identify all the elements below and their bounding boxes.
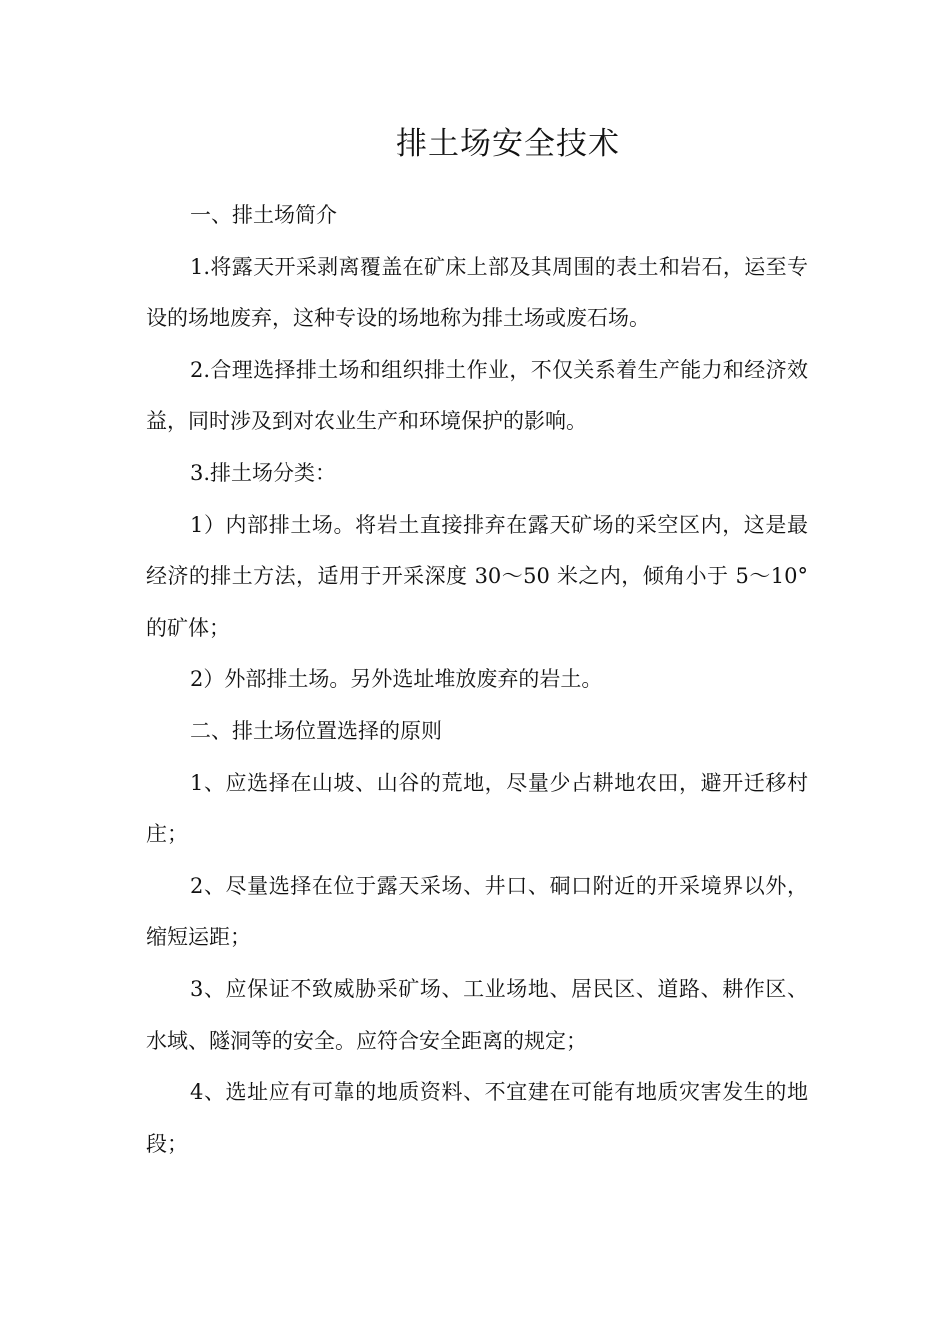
paragraph-definition: 1.将露天开采剥离覆盖在矿床上部及其周围的表土和岩石，运至专设的场地废弃，这种专设的场地称为排土场或废石场。 [146, 254, 808, 331]
principle-item-1: 1、应选择在山坡、山谷的荒地，尽量少占耕地农田，避开迁移村庄； [146, 770, 808, 847]
paragraph-external-dump: 2）外部排土场。另外选址堆放废弃的岩土。 [190, 667, 603, 692]
paragraph-significance: 2.合理选择排土场和组织排土作业，不仅关系着生产能力和经济效益，同时涉及到对农业生产和环境保护的影响。 [146, 357, 808, 434]
paragraph-internal-dump: 1）内部排土场。将岩土直接排弃在露天矿场的采空区内，这是最经济的排土方法，适用于开采深度 30～50 米之内，倾角小于 5～10°的矿体； [146, 512, 808, 640]
document-title: 排土场安全技术 [396, 126, 620, 162]
document-body [146, 190, 808, 1170]
principle-item-3: 3、应保证不致威胁采矿场、工业场地、居民区、道路、耕作区、水域、隧洞等的安全。应符合安全距离的规定； [146, 976, 808, 1053]
principle-item-4: 4、选址应有可靠的地质资料、不宜建在可能有地质灾害发生的地段； [146, 1080, 808, 1156]
section-heading-intro: 一、排土场简介 [190, 203, 337, 227]
section-heading-principles: 二、排土场位置选择的原则 [190, 718, 442, 743]
principle-item-2: 2、尽量选择在位于露天采场、井口、硐口附近的开采境界以外，缩短运距； [146, 873, 808, 950]
paragraph-classification: 3.排土场分类： [190, 460, 337, 485]
